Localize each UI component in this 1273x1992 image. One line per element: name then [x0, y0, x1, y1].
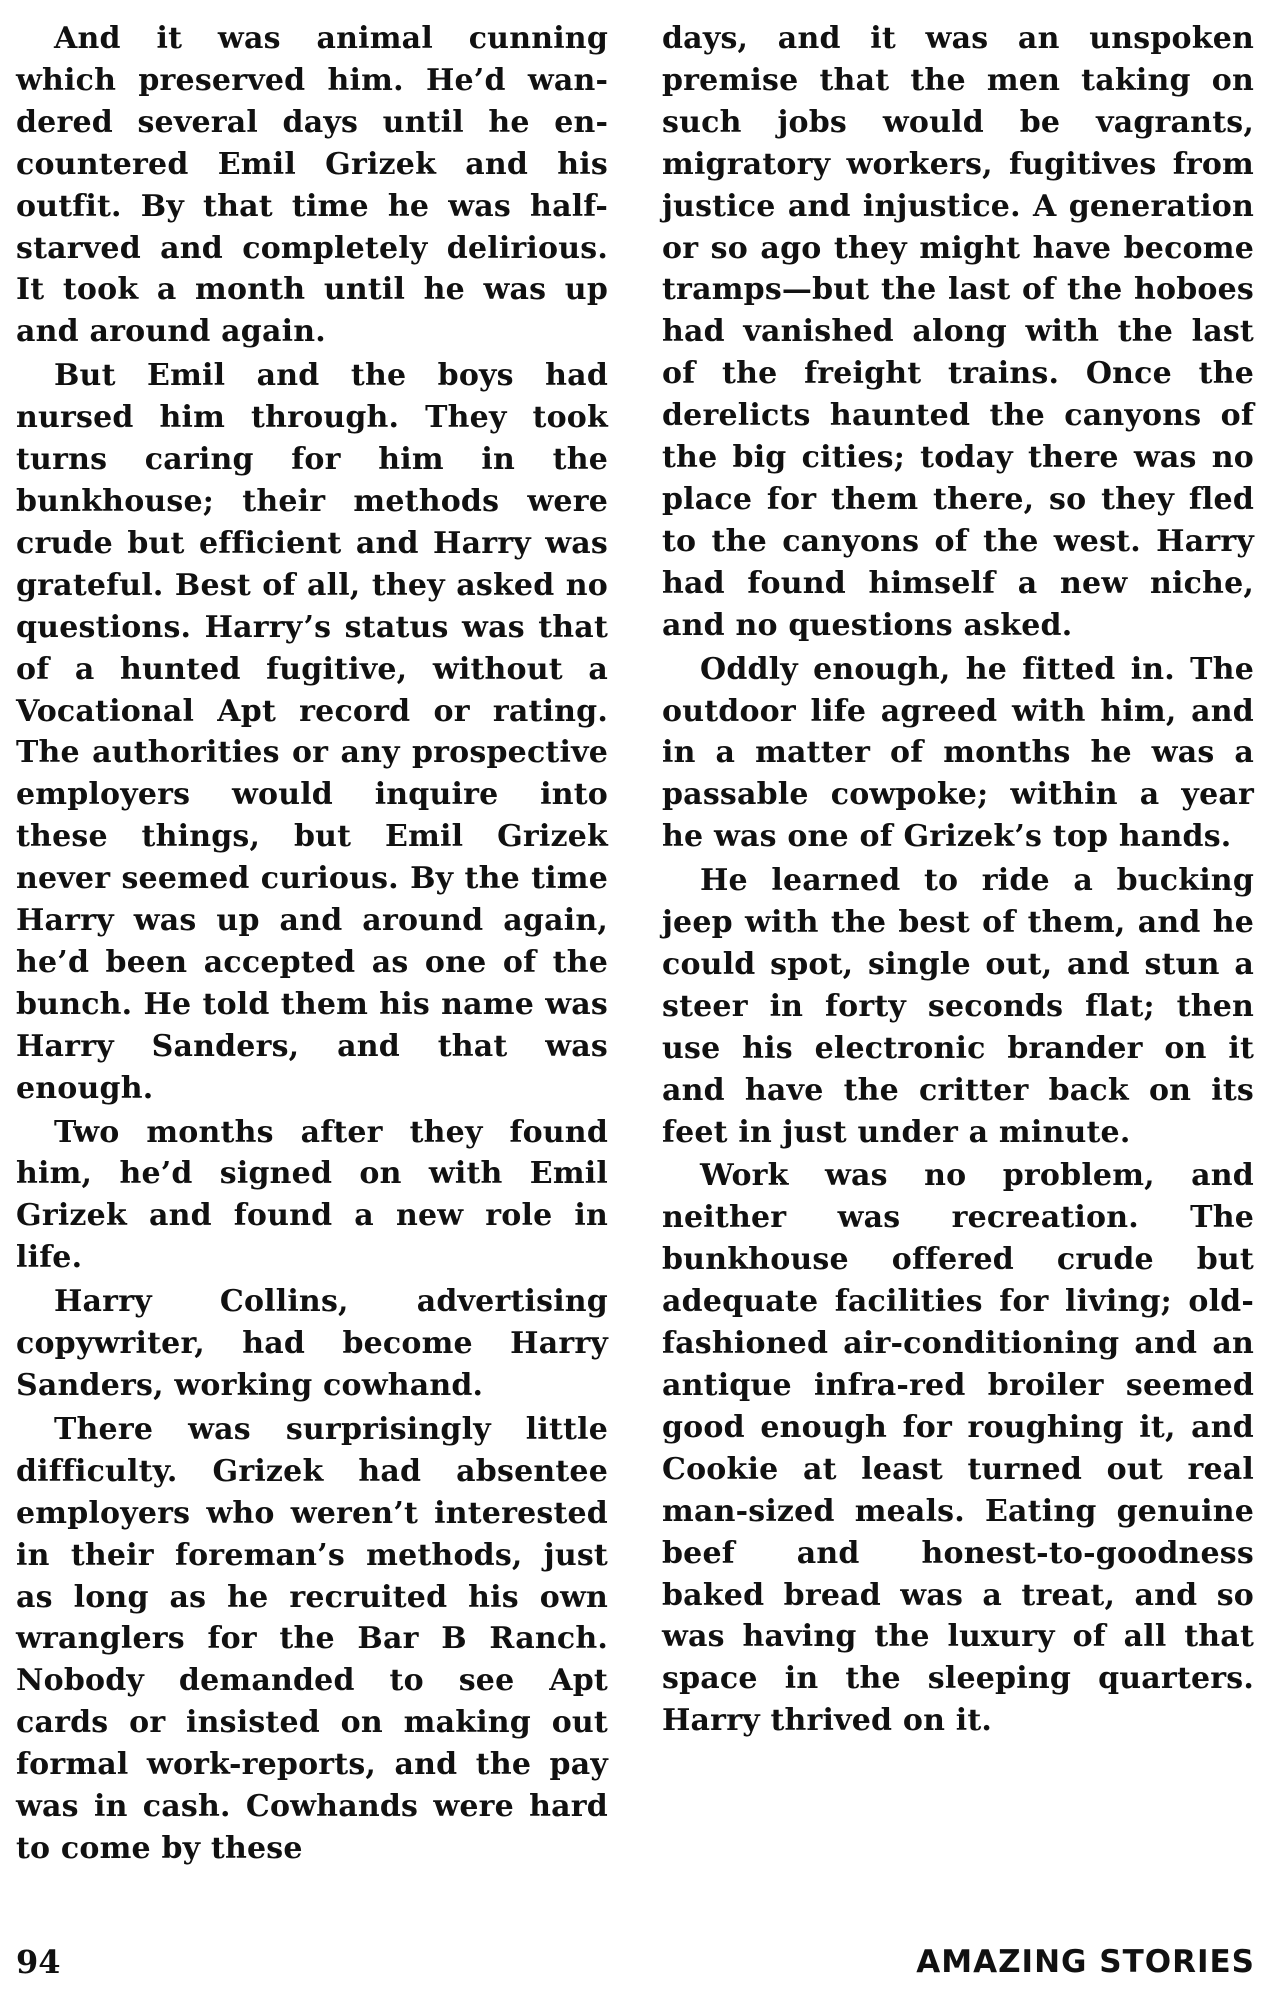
paragraph: Two months after they found him, he’d signed on with Emil Grizek and found a new role in life.: [16, 1114, 608, 1276]
paragraph: Work was no problem, and neither was recreation. The bunkhouse offered crude but adequate facilities for living; old-fashioned air-conditioning and an antique infra-red broiler seemed good enough for roughing it, and Cookie at least turned out real man-sized meals. Eating genuine beef and honest-to-goodness baked bread was a treat, and so was having the luxury of all that space in the sleeping quarters. Harry thrived on it.: [662, 1158, 1254, 1739]
page-footer: [0, 1942, 1273, 1982]
paragraph: Harry Collins, advertising copywriter, had become Harry Sanders, working cowhand.: [16, 1284, 608, 1403]
page-number: 94: [16, 1943, 61, 1981]
right-text-column: [662, 18, 1254, 1744]
left-text-column: [16, 18, 608, 1872]
paragraph: There was surprisingly little difficulty. Grizek had absentee employers who weren’t interested in their foreman’s methods, just as long as he recruited his own wranglers for the Bar B Ranch. Nobody demanded to see Apt cards or insisted on making out formal work-reports, and the pay was in cash. Cowhands were hard to come by these: [16, 1411, 608, 1866]
paragraph: Oddly enough, he fitted in. The outdoor life agreed with him, and in a matter of months he was a passable cowpoke; within a year he was one of Grizek’s top hands.: [662, 651, 1254, 855]
paragraph: He learned to ride a bucking jeep with the best of them, and he could spot, single out, and stun a steer in forty seconds flat; then use his electronic brander on it and have the critter back on its feet in just under a minute.: [662, 863, 1254, 1150]
paragraph-continuation: days, and it was an unspoken premise that the men taking on such jobs would be vagrants, migratory workers, fugitives from justice and injustice. A generation or so ago they might have become tramps—but the last of the hoboes had vanished along with the last of the freight trains. Once the derelicts haunted the canyons of the big cities; today there was no place for them there, so they fled to the canyons of the west. Harry had found himself a new niche, and no questions asked.: [662, 21, 1254, 643]
paragraph: But Emil and the boys had nursed him through. They took turns caring for him in the bunkhouse; their methods were crude but efficient and Harry was grateful. Best of all, they asked no questions. Harry’s status was that of a hunted fugitive, without a Vocational Apt record or rating. The authorities or any prospective employers would inquire into these things, but Emil Grizek never seemed curious. By the time Harry was up and around again, he’d been accepted as one of the bunch. He told them his name was Harry Sanders, and that was enough.: [16, 358, 608, 1106]
running-title: AMAZING STORIES: [916, 1944, 1255, 1980]
paragraph: And it was animal cunning which preserved him. He’d wandered several days until he encountered Emil Grizek and his outfit. By that time he was half-starved and completely delirious. It took a month until he was up and around again.: [16, 21, 608, 350]
